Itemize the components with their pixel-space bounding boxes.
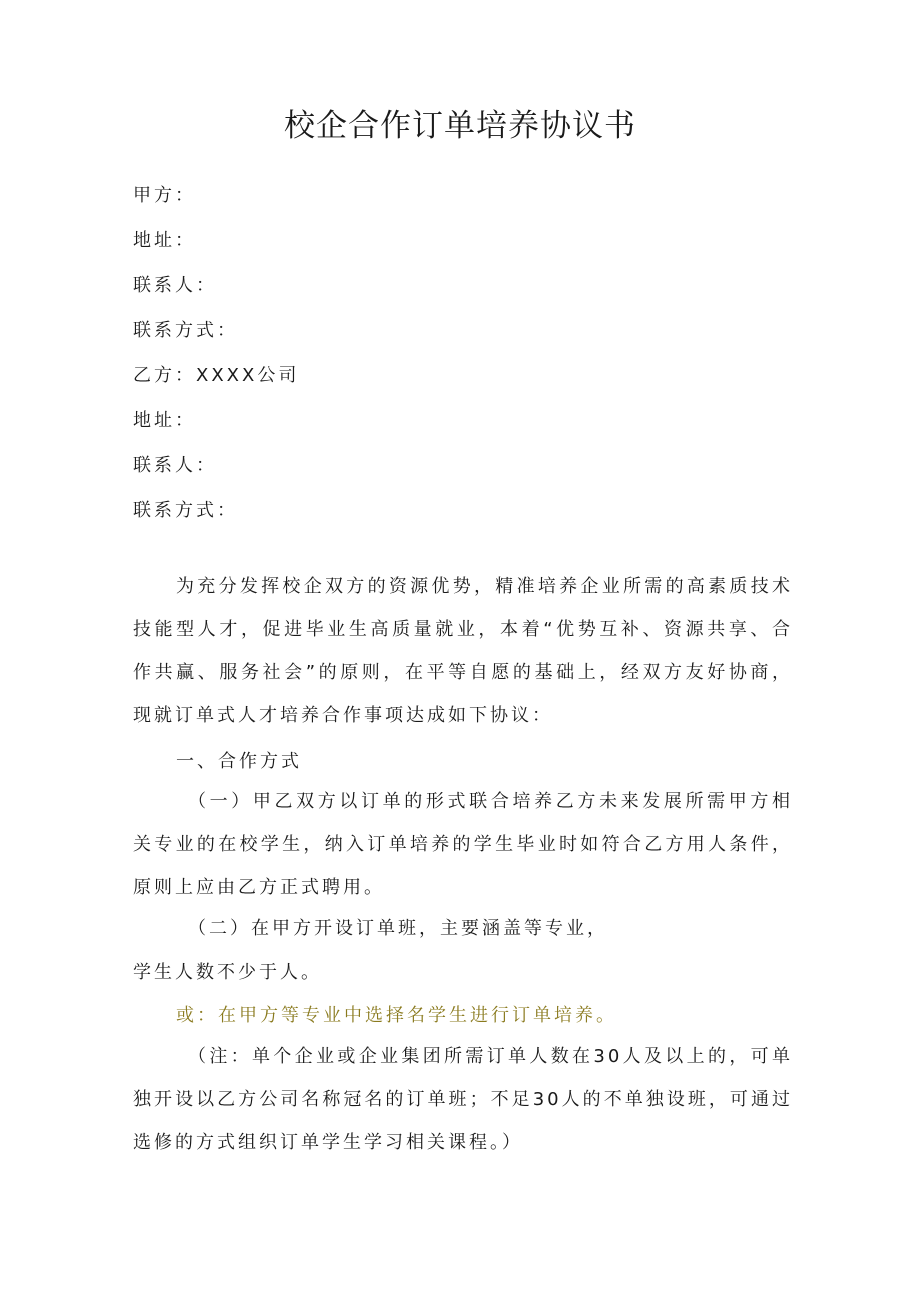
- intro-paragraph: 为充分发挥校企双方的资源优势，精准培养企业所需的高素质技术技能型人才，促进毕业生高质量就业，本着“优势互补、资源共享、合作共赢、服务社会”的原则，在平等自愿的基础上，经双方友好协商，现就订单式人才培养合作事项达成如下协议：: [133, 576, 793, 726]
- document-title: 校企合作订单培养协议书: [284, 108, 636, 144]
- clause-1-paragraph: （一）甲乙双方以订单的形式联合培养乙方未来发展所需甲方相关专业的在校学生，纳入订单培养的学生毕业时如符合乙方用人条件，原则上应由乙方正式聘用。: [133, 791, 793, 898]
- party-a-phone-label: 联系方式：: [133, 320, 238, 341]
- clause-2-line-2: 学生人数不少于人。: [133, 962, 322, 983]
- party-a-name-label: 甲方：: [133, 185, 196, 206]
- alternative-option-line: 或：在甲方等专业中选择名学生进行订单培养。: [176, 1005, 617, 1026]
- party-b-contact-label: 联系人：: [133, 455, 217, 476]
- section1-heading: 一、合作方式: [176, 751, 302, 772]
- note-paragraph: （注：单个企业或企业集团所需订单人数在30人及以上的，可单独开设以乙方公司名称冠名的订单班；不足30人的不单独设班，可通过选修的方式组织订单学生学习相关课程。）: [133, 1046, 793, 1153]
- clause-2-line-1: （二）在甲方开设订单班，主要涵盖等专业，: [188, 918, 608, 939]
- party-b-phone-label: 联系方式：: [133, 500, 238, 521]
- party-b-address-label: 地址：: [133, 410, 196, 431]
- party-b-name-label: 乙方：XXXX公司: [133, 365, 300, 386]
- party-a-contact-label: 联系人：: [133, 275, 217, 296]
- party-a-address-label: 地址：: [133, 230, 196, 251]
